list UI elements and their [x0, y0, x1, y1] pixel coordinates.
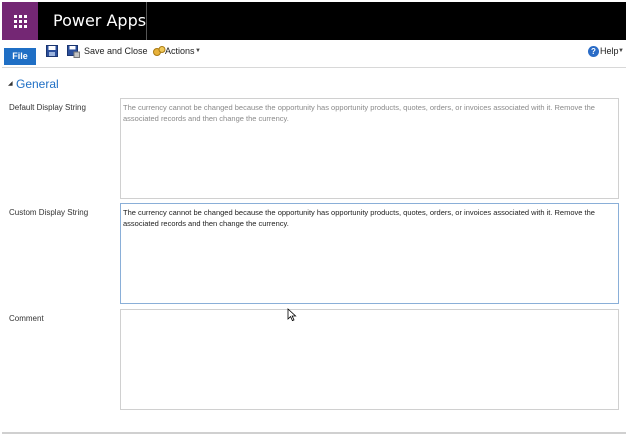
collapse-triangle-icon[interactable]: ◢ — [8, 81, 13, 87]
help-icon[interactable]: ? — [588, 46, 599, 57]
custom-display-string-field[interactable]: The currency cannot be changed because the opportunity has opportunity products, quotes, orders, or invoices associated with it. Remove the associated records and then change the currency. — [120, 203, 619, 304]
file-button[interactable]: File — [4, 48, 36, 65]
top-bar — [2, 2, 626, 40]
custom-display-string-label: Custom Display String — [9, 208, 89, 217]
command-ribbon — [2, 40, 626, 68]
floppy-disk-icon[interactable] — [46, 45, 58, 57]
save-and-close-button[interactable]: Save and Close — [84, 46, 148, 56]
comment-label: Comment — [9, 314, 44, 323]
default-display-string-label: Default Display String — [9, 103, 86, 112]
app-launcher-icon — [14, 15, 27, 28]
bottom-divider — [2, 432, 626, 434]
chevron-down-icon[interactable]: ▼ — [195, 48, 201, 54]
app-title: Power Apps — [53, 11, 147, 30]
section-title-general[interactable]: General — [16, 77, 59, 91]
comment-field[interactable] — [120, 309, 619, 410]
top-bar-divider — [146, 2, 147, 40]
chevron-down-icon[interactable]: ▼ — [618, 48, 624, 54]
actions-menu-button[interactable]: Actions — [165, 46, 195, 56]
mouse-pointer-icon — [287, 308, 297, 322]
default-display-string-field: The currency cannot be changed because the opportunity has opportunity products, quotes, orders, or invoices associated with it. Remove the associated records and then change the currency. — [120, 98, 619, 199]
app-launcher-button[interactable] — [2, 2, 38, 40]
save-close-icon[interactable] — [67, 45, 80, 58]
help-menu-button[interactable]: Help — [600, 46, 619, 56]
